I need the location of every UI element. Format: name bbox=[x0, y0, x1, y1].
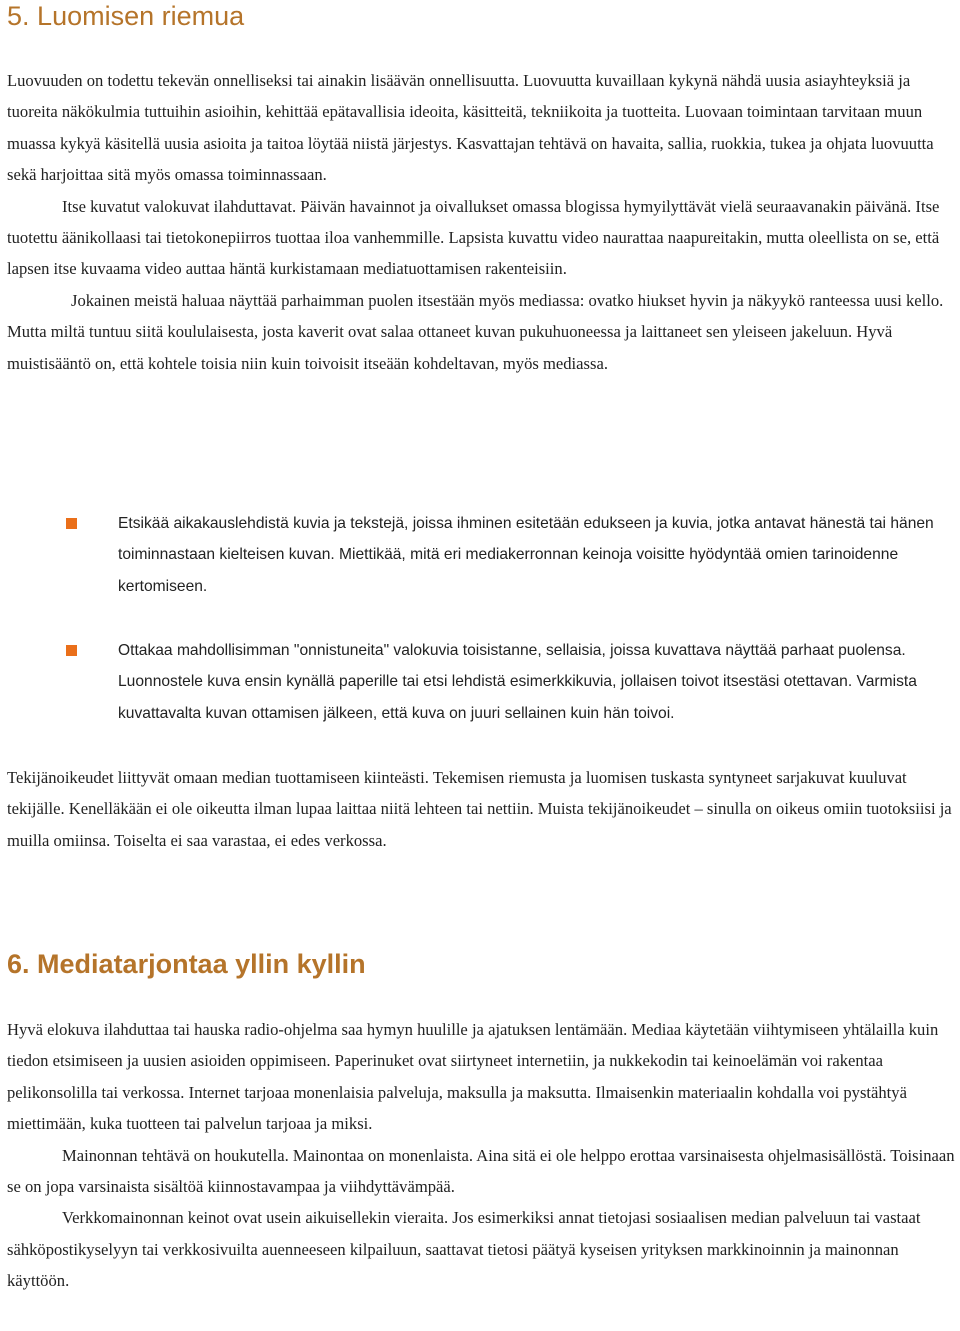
task-item bbox=[66, 635, 958, 729]
square-bullet-icon bbox=[66, 645, 77, 656]
task-text: Ottakaa mahdollisimman "onnistuneita" valokuvia toisistanne, sellaisia, joissa kuvattava näyttää parhaat puolensa. Luonnostele kuva ensin kynällä paperille tai etsi lehdistä esimerkkikuvia, jollaisen toivot itsestäsi otettavan. Varmista kuvattavalta kuvan ottamisen jälkeen, että kuva on juuri sellainen kuin hän toivoi. bbox=[118, 642, 917, 722]
section-6-title: Mediatarjontaa yllin kyllin bbox=[37, 949, 366, 979]
square-bullet-icon bbox=[66, 518, 77, 529]
section-6-body bbox=[7, 1014, 957, 1297]
copyright-paragraph bbox=[7, 762, 957, 856]
section-6-heading bbox=[7, 946, 366, 982]
paragraph: Verkkomainonnan keinot ovat usein aikuisellekin vieraita. Jos esimerkiksi annat tietojasi sosiaalisen median palveluun tai vastaat sähköpostikyselyyn tai verkkosivuilta auenneeseen kilpailuun, saattavat tietosi päätyä kyseisen yrityksen markkinoinnin ja mainonnan käyttöön. bbox=[7, 1208, 921, 1291]
paragraph: Hyvä elokuva ilahduttaa tai hauska radio-ohjelma saa hymyn huulille ja ajatuksen lentämään. Mediaa käytetään viihtymiseen yhtälailla kuin tiedon etsimiseen ja uusien asioiden oppimiseen. Paperinuket ovat siirtyneet internetiin, ja nukkekodin tai keinoelämän voi rakentaa pelikonsolilla tai verkossa. Internet tarjoaa monenlaisia palveluja, maksulla ja maksutta. Ilmaisenkin materiaalin kohdalla voi pystähtyä miettimään, kuka tuotteen tai palvelun tarjoaa ja miksi. bbox=[7, 1020, 939, 1134]
section-6-number: 6. bbox=[7, 949, 30, 979]
section-5-title: Luomisen riemua bbox=[37, 1, 245, 31]
section-5-body bbox=[7, 65, 957, 379]
paragraph: Tekijänoikeudet liittyvät omaan median tuottamiseen kiinteästi. Tekemisen riemusta ja luomisen tuskasta syntyneet sarjakuvat kuuluvat tekijälle. Kenelläkään ei ole oikeutta ilman lupaa laittaa niitä lehteen tai nettiin. Muista tekijänoikeudet – sinulla on oikeus omiin tuotoksiisi ja muilla omiinsa. Toiselta ei saa varastaa, ei edes verkossa. bbox=[7, 768, 952, 850]
paragraph: Itse kuvatut valokuvat ilahduttavat. Päivän havainnot ja oivallukset omassa blogissa hymyilyttävät vielä seuraavanakin päivänä. Itse tuotettu äänikollaasi tai tietokonepiirros tuottaa iloa vanhemmille. Lapsista kuvattu video naurattaa naapureitakin, mutta oleellista on se, että lapsen itse kuvaama video auttaa häntä kurkistamaan mediatuottamisen rakenteisiin. bbox=[7, 196, 940, 279]
task-item bbox=[66, 508, 958, 602]
paragraph: Mainonnan tehtävä on houkutella. Mainontaa on monenlaista. Aina sitä ei ole helppo erottaa varsinaisesta ohjelmasisällöstä. Toisinaan se on jopa varsinaista sisältöä kiinnostavampaa ja viihdyttävämpää. bbox=[7, 1145, 955, 1197]
section-5-heading bbox=[7, 0, 244, 32]
section-5-number: 5. bbox=[7, 1, 30, 31]
task-text: Etsikää aikakauslehdistä kuvia ja tekstejä, joissa ihminen esitetään edukseen ja kuvia, jotka antavat hänestä tai hänen toiminnastaan kielteisen kuvan. Miettikää, mitä eri mediakerronnan keinoja voisitte hyödyntää omien tarinoidenne kertomiseen. bbox=[118, 515, 934, 595]
paragraph: Jokainen meistä haluaa näyttää parhaimman puolen itsestään myös mediassa: ovatko hiukset hyvin ja näkyykö ranteessa uusi kello. Mutta miltä tuntuu siitä koululaisesta, josta kaverit ovat salaa ottaneet kuvan pukuhuoneessa ja laittaneet sen yleiseen jakeluun. Hyvä muistisääntö on, että kohtele toisia niin kuin toivoisit itseään kohdeltavan, myös mediassa. bbox=[7, 290, 944, 373]
paragraph: Luovuuden on todettu tekevän onnelliseksi tai ainakin lisäävän onnellisuutta. Luovuutta kuvaillaan kykynä nähdä uusia asiayhteyksiä ja tuoreita näkökulmia tuttuihin asioihin, kehittää epätavallisia ideoita, käsitteitä, tekniikoita ja tuotteita. Luovaan toimintaan tarvitaan muun muassa kykyä käsitellä uusia asioita ja taitoa löytää niistä järjestys. Kasvattajan tehtävä on havaita, sallia, ruokkia, tukea ja ohjata luovuutta sekä harjoittaa sitä myös omassa toiminnassaan. bbox=[7, 71, 934, 185]
